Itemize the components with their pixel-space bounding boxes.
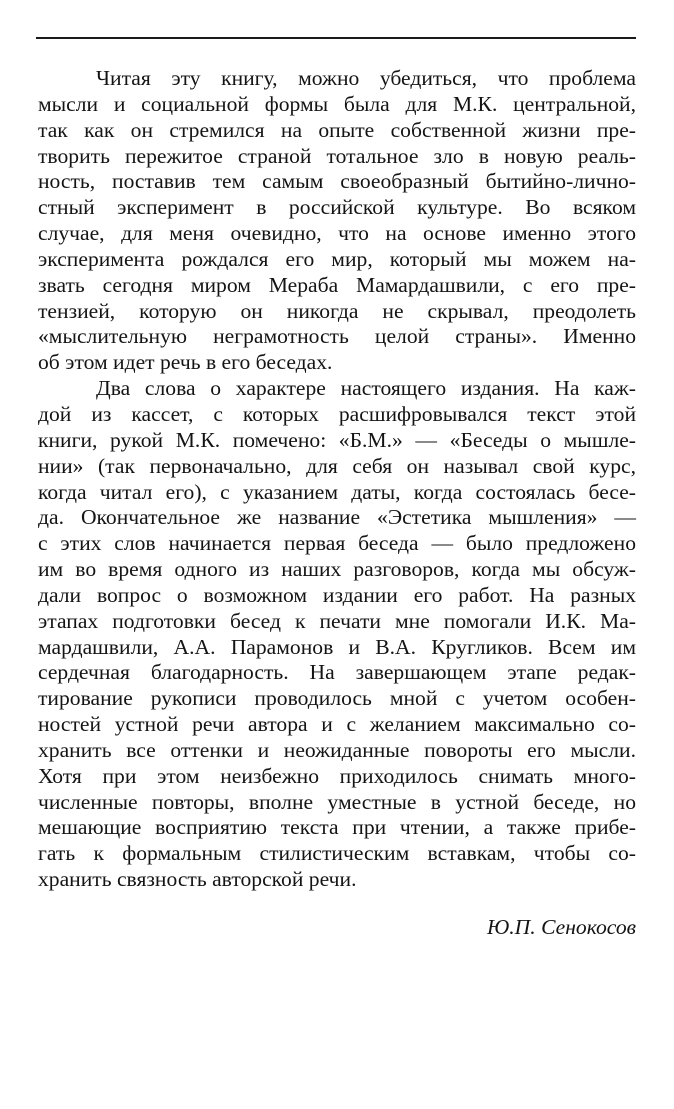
text-line: дой из кассет, с которых расшифровывался текст этой: [38, 401, 636, 426]
text-line: Хотя при этом неизбежно приходилось снимать много-: [38, 763, 636, 788]
text-line: случае, для меня очевидно, что на основе именно этого: [38, 221, 636, 246]
text-line: хранить все оттенки и неожиданные повороты его мысли.: [38, 737, 636, 762]
text-line: творить пережитое страной тотальное зло в новую реаль-: [38, 143, 636, 168]
text-line: этапах подготовки бесед к печати мне помогали И.К. Ма-: [38, 608, 636, 633]
text-line: книги, рукой М.К. помечено: «Б.М.» — «Беседы о мышле-: [38, 427, 636, 452]
text-line: дали вопрос о возможном издании его работ. На разных: [38, 582, 636, 607]
text-line: хранить связность авторской речи.: [38, 867, 357, 892]
text-line: ность, поставив тем самым своеобразный бытийно-лично-: [38, 169, 636, 194]
text-line: им во время одного из наших разговоров, когда мы обсуж-: [38, 557, 636, 582]
text-line: тирование рукописи проводилось мной с учетом особен-: [38, 686, 636, 711]
text-line: мысли и социальной формы была для М.К. центральной,: [38, 91, 636, 116]
text-line: тензией, которую он никогда не скрывал, преодолеть: [38, 298, 636, 323]
text-line: мешающие восприятию текста при чтении, а также прибе-: [38, 815, 636, 840]
top-rule: [36, 37, 636, 39]
text-line: ностей устной речи автора и с желанием максимально со-: [38, 712, 636, 737]
text-line: мардашвили, А.А. Парамонов и В.А. Кругликов. Всем им: [38, 634, 636, 659]
text-line: с этих слов начинается первая беседа — было предложено: [38, 531, 636, 556]
text-line: Два слова о характере настоящего издания. На каж-: [96, 376, 636, 401]
text-line: об этом идет речь в его беседах.: [38, 350, 333, 375]
author-signature: Ю.П. Сенокосов: [486, 915, 636, 939]
text-line: звать сегодня миром Мераба Мамардашвили, с его пре-: [38, 272, 636, 297]
text-line: стный эксперимент в российской культуре. Во всяком: [38, 195, 636, 220]
paragraph-1: [38, 66, 636, 376]
text-line: когда читал его), с указанием даты, когда состоялась бесе-: [38, 479, 636, 504]
paragraph-2: [38, 376, 636, 893]
text-line: нии» (так первоначально, для себя он называл свой курс,: [38, 453, 636, 478]
text-line: так как он стремился на опыте собственной жизни пре-: [38, 117, 636, 142]
text-line: да. Окончательное же название «Эстетика мышления» —: [38, 505, 636, 530]
text-line: сердечная благодарность. На завершающем этапе редак-: [38, 660, 636, 685]
text-line: Читая эту книгу, можно убедиться, что проблема: [96, 66, 636, 90]
body-text: [38, 66, 636, 893]
text-line: эксперимента рождался его мир, который мы можем на-: [38, 246, 636, 271]
text-line: «мыслительную неграмотность целой страны». Именно: [38, 324, 636, 349]
text-line: гать к формальным стилистическим вставкам, чтобы со-: [38, 841, 636, 866]
text-line: численные повторы, вполне уместные в устной беседе, но: [38, 789, 636, 814]
